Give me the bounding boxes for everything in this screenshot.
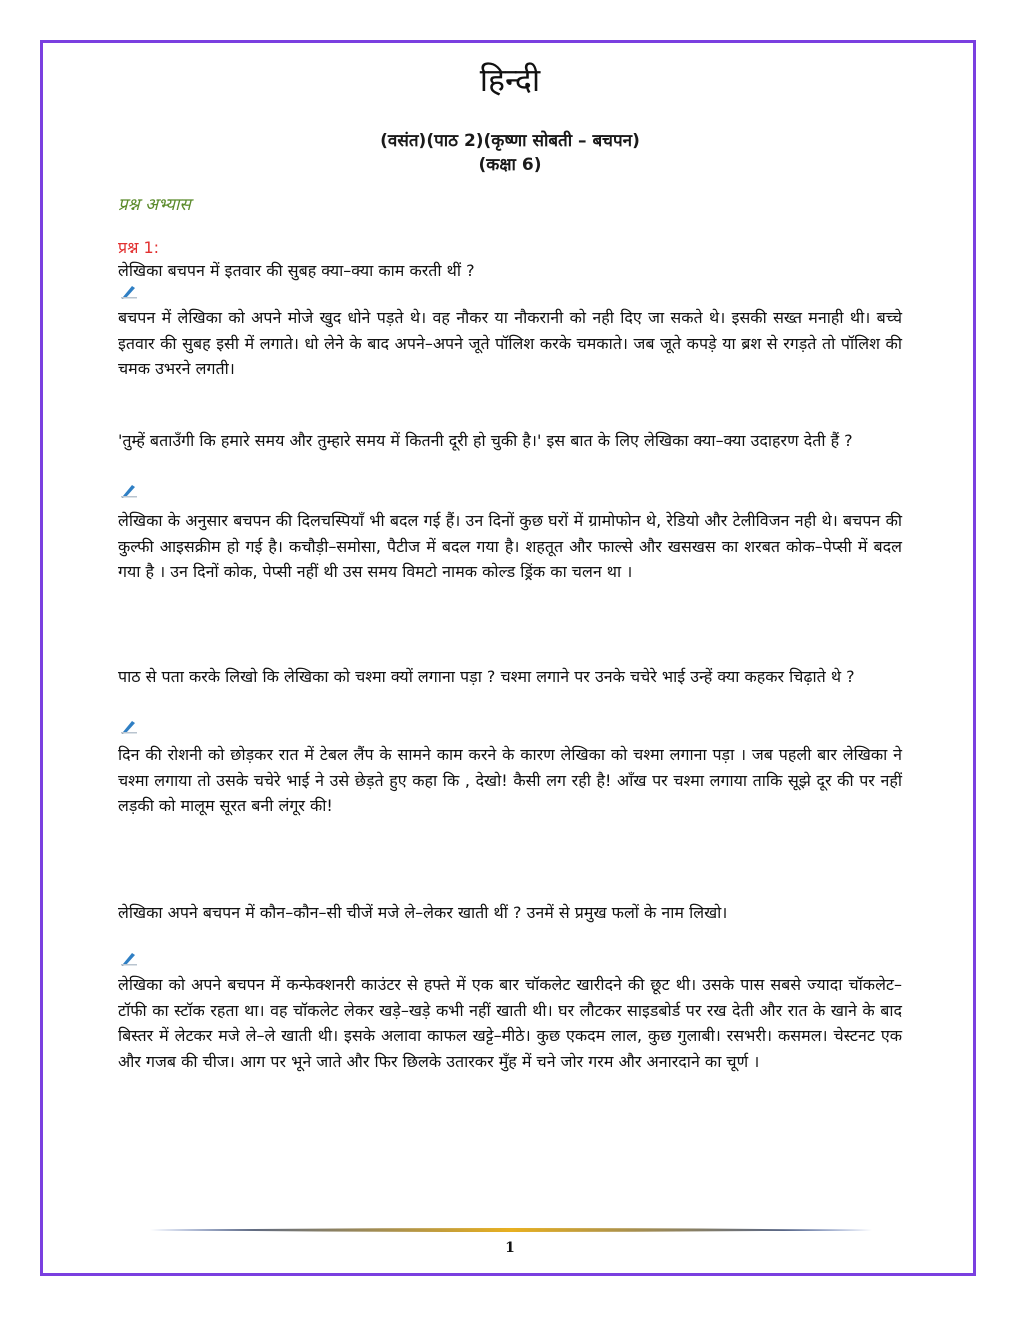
question-4: लेखिका अपने बचपन में कौन–कौन–सी चीजें मजे ले–लेकर खाती थीं ? उनमें से प्रमुख फलों के नाम लिखो। — [118, 903, 728, 922]
class-subtitle: (कक्षा 6) — [478, 155, 542, 175]
footer-divider — [150, 1227, 872, 1233]
pen-icon — [120, 950, 138, 966]
answer-1: बचपन में लेखिका को अपने मोजे खुद धोने पड़ते थे। वह नौकर या नौकरानी को नही दिए जा सकते थे। इसकी सख्त मनाही थी। बच्चे इतवार की सुबह इसी में लगाते। धो लेने के बाद अपने–अपने जूते पॉलिश करके चमकाते। जब जूते कपड़े या ब्रश से रगड़ते तो पॉलिश की चमक उभरने लगती। — [118, 308, 902, 378]
pen-icon — [120, 283, 138, 299]
question-1: लेखिका बचपन में इतवार की सुबह क्या–क्या काम करती थीं ? — [118, 261, 475, 280]
chapter-subtitle: (वसंत)(पाठ 2)(कृष्णा सोबती – बचपन) — [380, 131, 640, 151]
answer-3: दिन की रोशनी को छोड़कर रात में टेबल लैंप के सामने काम करने के कारण लेखिका को चश्मा लगाना पड़ा । जब पहली बार लेखिका ने चश्मा लगाया तो उसके चचेरे भाई ने उसे छेड़ते हुए कहा कि , देखो! कैसी लग रही है! आँख पर चश्मा लगाया ताकि सूझे दूर की पर नहीं लड़की को मालूम सूरत बनी लंगूर की! — [118, 745, 902, 815]
section-heading: प्रश्न अभ्यास — [118, 195, 191, 215]
answer-2: लेखिका के अनुसार बचपन की दिलचस्पियाँ भी बदल गई हैं। उन दिनों कुछ घरों में ग्रामोफोन थे, रेडियो और टेलीविजन नही थे। बचपन की कुल्फी आइसक्रीम हो गई है। कचौड़ी–समोसा, पैटीज में बदल गया है। शहतूत और फाल्से और खसखस का शरबत कोक–पेप्सी में बदल गया है । उन दिनों कोक, पेप्सी नहीं थी उस समय विमटो नामक कोल्ड ड्रिंक का चलन था । — [118, 511, 902, 581]
pen-icon — [120, 718, 138, 734]
answer-4: लेखिका को अपने बचपन में कन्फेक्शनरी काउंटर से हफ्ते में एक बार चॉकलेट खारीदने की छूट थी। उसके पास सबसे ज्यादा चॉकलेट–टॉफी का स्टॉक रहता था। वह चॉकलेट लेकर खड़े–खड़े कभी नहीं खाती थी। घर लौटकर साइडबोर्ड पर रख देती और रात के खाने के बाद बिस्तर में लेटकर मजे ले–ले खाती थी। इसके अलावा काफल खट्टे–मीठे। कुछ एकदम लाल, कुछ गुलाबी। रसभरी। कसमल। चेस्टनट एक और गजब की चीज। आग पर भूने जाते और फिर छिलके उतारकर मुँह में चने जोर गरम और अनारदाने का चूर्ण । — [118, 975, 902, 1071]
question-2: 'तुम्हें बताउँगी कि हमारे समय और तुम्हारे समय में कितनी दूरी हो चुकी है।' इस बात के लिए लेखिका क्या–क्या उदाहरण देती हैं ? — [118, 431, 853, 450]
question-label: प्रश्न 1: — [118, 238, 160, 257]
pen-icon — [120, 482, 138, 498]
page-frame — [40, 40, 976, 1276]
question-3: पाठ से पता करके लिखो कि लेखिका को चश्मा क्यों लगाना पड़ा ? चश्मा लगाने पर उनके चचेरे भाई उन्हें क्या कहकर चिढ़ाते थे ? — [118, 667, 855, 686]
page-title: हिन्दी — [479, 61, 541, 99]
page-number: 1 — [505, 1240, 515, 1256]
